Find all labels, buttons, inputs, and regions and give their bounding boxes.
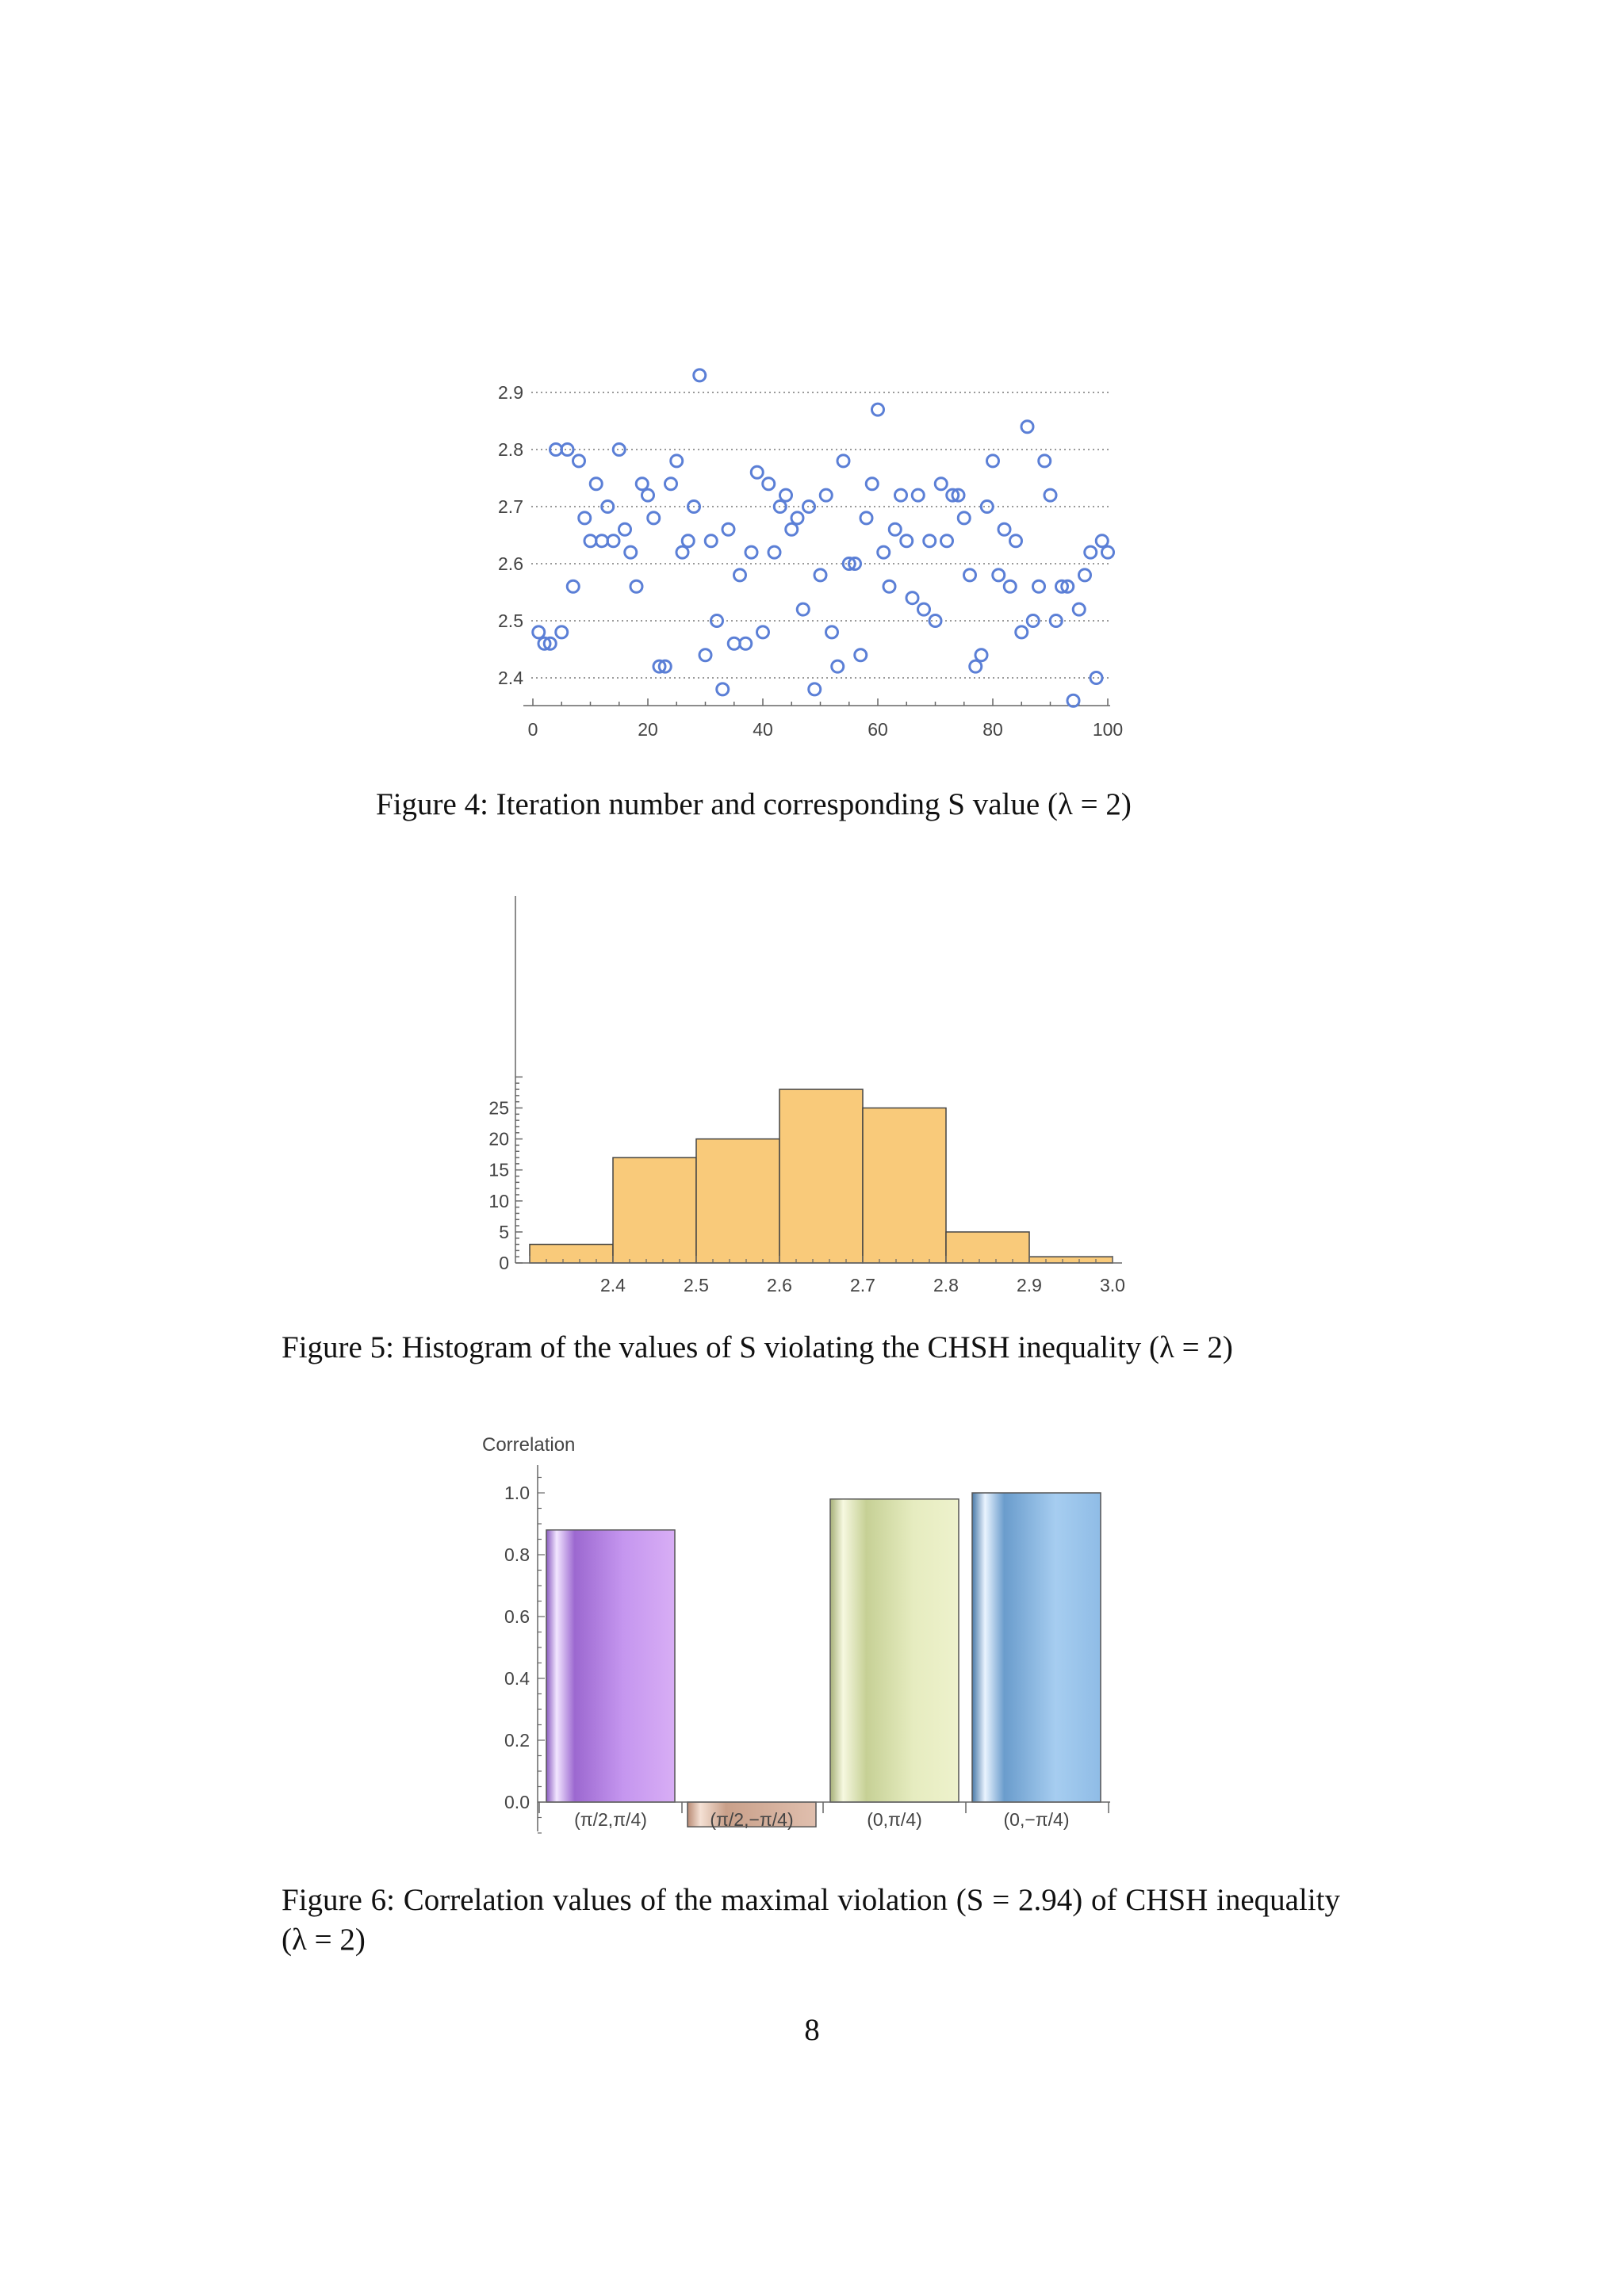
scatter-point (924, 535, 936, 547)
scatter-point (1073, 603, 1085, 615)
scatter-point (918, 603, 930, 615)
scatter-point (619, 523, 631, 535)
histogram-x-tick-label: 2.7 (850, 1275, 875, 1295)
histogram-x-tick-label: 2.6 (767, 1275, 792, 1295)
scatter-point (734, 569, 746, 581)
scatter-point (556, 626, 568, 638)
scatter-chart (468, 349, 1134, 761)
scatter-x-tick-label: 40 (753, 719, 773, 740)
scatter-point (889, 523, 901, 535)
scatter-point (872, 404, 884, 415)
scatter-point (573, 455, 585, 467)
scatter-point (826, 626, 838, 638)
correlation-y-tick-label: 0.6 (504, 1606, 530, 1627)
scatter-point (717, 683, 729, 695)
scatter-point (901, 535, 913, 547)
correlation-bar (546, 1530, 675, 1802)
correlation-y-tick-label: 0.0 (504, 1792, 530, 1812)
histogram-x-tick-label: 2.4 (600, 1275, 626, 1295)
scatter-point (722, 523, 734, 535)
scatter-point (1067, 695, 1079, 706)
correlation-y-axis (504, 1465, 545, 1833)
correlation-bars (546, 1493, 1101, 1827)
scatter-point (1079, 569, 1091, 581)
scatter-x-tick-label: 20 (638, 719, 658, 740)
scatter-point (860, 512, 872, 524)
scatter-y-axis (498, 382, 523, 688)
scatter-point (1090, 672, 1102, 684)
correlation-x-tick-label: (0,−π/4) (1003, 1809, 1070, 1830)
scatter-point (814, 569, 826, 581)
scatter-point (912, 489, 924, 501)
scatter-point (797, 603, 809, 615)
scatter-point (745, 546, 757, 558)
scatter-point (699, 649, 711, 661)
correlation-x-tick-label: (π/2,π/4) (574, 1809, 647, 1830)
scatter-point (694, 369, 706, 381)
histogram-bar (696, 1139, 779, 1263)
histogram-y-axis (488, 896, 523, 1273)
histogram-x-tick-label: 2.8 (933, 1275, 959, 1295)
correlation-y-tick-label: 1.0 (504, 1483, 530, 1503)
scatter-point (964, 569, 976, 581)
histogram-y-tick-label: 10 (488, 1190, 509, 1211)
correlation-y-tick-label: 0.4 (504, 1668, 530, 1689)
scatter-point (1016, 626, 1028, 638)
scatter-point (648, 512, 660, 524)
scatter-point (705, 535, 717, 547)
scatter-point (665, 478, 677, 490)
scatter-point (728, 637, 740, 649)
scatter-point (567, 580, 579, 592)
scatter-point (1039, 455, 1051, 467)
figure-6-caption: Figure 6: Correlation values of the maximal violation (S = 2.94) of CHSH inequality (λ = 2) (282, 1883, 1340, 1957)
correlation-y-axis-title: Correlation (482, 1434, 576, 1456)
scatter-point (993, 569, 1005, 581)
scatter-y-tick-label: 2.8 (498, 439, 523, 460)
histogram-y-tick-label: 20 (488, 1128, 509, 1150)
histogram-bar (779, 1089, 863, 1263)
correlation-y-tick-label: 0.2 (504, 1730, 530, 1751)
scatter-point (636, 478, 648, 490)
scatter-point (855, 649, 867, 661)
figure-5-caption: Figure 5: Histogram of the values of S violating the CHSH inequality (λ = 2) (282, 1330, 1233, 1364)
histogram-x-tick-label: 2.5 (684, 1275, 709, 1295)
scatter-point (768, 546, 780, 558)
scatter-point (740, 637, 752, 649)
histogram-chart (468, 888, 1134, 1300)
scatter-point (533, 626, 545, 638)
scatter-point (763, 478, 775, 490)
correlation-bar (830, 1499, 959, 1802)
scatter-point (866, 478, 878, 490)
scatter-x-tick-label: 0 (527, 719, 538, 740)
scatter-point (780, 489, 792, 501)
scatter-point (786, 523, 798, 535)
scatter-point (1085, 546, 1097, 558)
histogram-bar (863, 1108, 946, 1264)
scatter-point (682, 535, 694, 547)
scatter-point (981, 501, 993, 513)
scatter-point (676, 546, 688, 558)
histogram-bar (530, 1245, 613, 1263)
scatter-point (590, 478, 602, 490)
histogram-bars (530, 1089, 1113, 1263)
scatter-gridlines (531, 392, 1110, 678)
scatter-point (1004, 580, 1016, 592)
scatter-point (809, 683, 821, 695)
scatter-y-tick-label: 2.4 (498, 668, 523, 688)
scatter-point (987, 455, 999, 467)
histogram-bar (946, 1232, 1029, 1263)
scatter-y-tick-label: 2.7 (498, 496, 523, 517)
histogram-x-tick-label: 3.0 (1100, 1275, 1125, 1295)
scatter-point (642, 489, 654, 501)
scatter-point (1033, 580, 1045, 592)
histogram-y-tick-label: 25 (488, 1097, 509, 1119)
scatter-point (1010, 535, 1022, 547)
histogram-bar (613, 1158, 696, 1263)
histogram-y-tick-label: 15 (488, 1159, 509, 1181)
scatter-point (630, 580, 642, 592)
scatter-point (906, 592, 918, 604)
scatter-x-tick-label: 80 (982, 719, 1003, 740)
scatter-point (1021, 421, 1033, 433)
scatter-point (1102, 546, 1114, 558)
scatter-point (579, 512, 591, 524)
scatter-point (607, 535, 619, 547)
scatter-point (941, 535, 953, 547)
scatter-point (837, 455, 849, 467)
correlation-x-tick-label: (0,π/4) (867, 1809, 922, 1830)
scatter-point (998, 523, 1010, 535)
scatter-x-tick-label: 60 (868, 719, 888, 740)
scatter-point (883, 580, 895, 592)
scatter-y-tick-label: 2.5 (498, 610, 523, 631)
scatter-x-axis (523, 698, 1123, 740)
correlation-chart (468, 1427, 1134, 1855)
scatter-y-tick-label: 2.9 (498, 382, 523, 403)
histogram-y-tick-label: 5 (499, 1221, 509, 1242)
scatter-point (757, 626, 769, 638)
scatter-point (584, 535, 596, 547)
scatter-point (820, 489, 832, 501)
correlation-bar (972, 1493, 1101, 1802)
histogram-y-tick-label: 0 (499, 1253, 509, 1273)
scatter-x-tick-label: 100 (1092, 719, 1124, 740)
scatter-point (671, 455, 683, 467)
scatter-point (625, 546, 637, 558)
scatter-point (975, 649, 987, 661)
scatter-points (533, 369, 1114, 706)
scatter-point (596, 535, 608, 547)
scatter-point (1044, 489, 1056, 501)
histogram-x-tick-label: 2.9 (1017, 1275, 1042, 1295)
correlation-x-axis (538, 1802, 1110, 1830)
scatter-point (935, 478, 947, 490)
scatter-point (561, 444, 573, 456)
histogram-bar (1029, 1257, 1113, 1263)
correlation-x-tick-label: (π/2,−π/4) (710, 1809, 794, 1830)
scatter-point (791, 512, 803, 524)
scatter-point (751, 466, 763, 478)
scatter-point (970, 660, 982, 672)
scatter-point (1096, 535, 1108, 547)
correlation-y-tick-label: 0.8 (504, 1544, 530, 1565)
scatter-point (895, 489, 907, 501)
page-number: 8 (804, 2013, 820, 2047)
figure-4-caption: Figure 4: Iteration number and corresponding S value (λ = 2) (376, 787, 1132, 821)
scatter-point (878, 546, 890, 558)
scatter-point (958, 512, 970, 524)
scatter-y-tick-label: 2.6 (498, 553, 523, 574)
scatter-point (832, 660, 844, 672)
